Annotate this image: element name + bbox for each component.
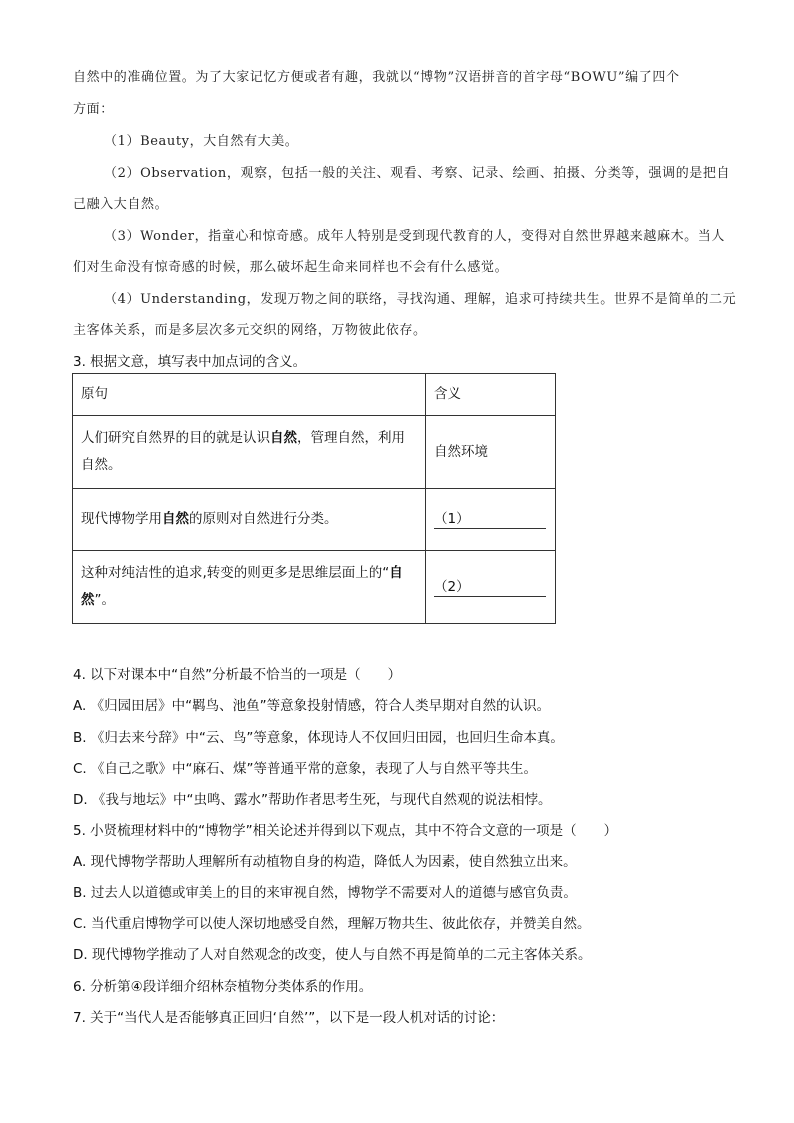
dotted-word: 然 (81, 592, 95, 608)
passage-item-wonder-line1: （3）Wonder，指童心和惊奇感。成年人特别是受到现代教育的人，变得对自然世界越来越麻木。当人 (104, 229, 725, 244)
passage-item-wonder-line2: 们对生命没有惊奇感的时候，那么破坏起生命来同样也不会有什么感觉。 (73, 260, 509, 275)
passage-item-beauty: （1）Beauty，大自然有大美。 (104, 134, 299, 149)
table-cell-original: 现代博物学用自然的原则对自然进行分类。 (73, 489, 426, 551)
question-6-prompt: 6. 分析第④段详细介绍林奈植物分类体系的作用。 (73, 979, 373, 995)
question-4-prompt: 4. 以下对课本中“自然”分析最不恰当的一项是（ ） (73, 667, 402, 683)
passage-intro-line2: 方面： (73, 102, 114, 117)
table-cell-meaning (426, 489, 556, 551)
question-5-option-b[interactable]: B. 过去人以道德或审美上的目的来审视自然，博物学不需要对人的道德与感官负责。 (73, 885, 577, 901)
table-header-meaning: 含义 (426, 374, 556, 416)
dotted-word: 自 (389, 565, 403, 581)
table-header-original: 原句 (73, 374, 426, 416)
question-7-prompt: 7. 关于“当代人是否能够真正回归‘自然’”，以下是一段人机对话的讨论： (73, 1010, 505, 1026)
question-4-option-b[interactable]: B. 《归去来兮辞》中“云、鸟”等意象，体现诗人不仅回归田园，也回归生命本真。 (73, 730, 564, 746)
table-row (73, 416, 556, 489)
table-cell-original: 人们研究自然界的目的就是认识自然，管理自然，利用 自然。 (73, 416, 426, 489)
answer-blank-1[interactable]: （1） (434, 510, 546, 529)
question-5-option-c[interactable]: C. 当代重启博物学可以使人深切地感受自然，理解万物共生、彼此依存，并赞美自然。 (73, 916, 591, 932)
table-cell-meaning: 自然环境 (426, 416, 556, 489)
question-5-option-a[interactable]: A. 现代博物学帮助人理解所有动植物自身的构造，降低人为因素，使自然独立出来。 (73, 854, 577, 870)
passage-item-understanding-line1: （4）Understanding，发现万物之间的联络，寻找沟通、理解，追求可持续共生。世界不是简单的二元 (104, 292, 737, 307)
table-row (73, 551, 556, 624)
table-row (73, 489, 556, 551)
question-4-option-c[interactable]: C. 《自己之歌》中“麻石、煤”等普通平常的意象，表现了人与自然平等共生。 (73, 761, 537, 777)
passage-intro-line1: 自然中的准确位置。为了大家记忆方便或者有趣，我就以“博物”汉语拼音的首字母“BOWU”编了四个 (73, 70, 680, 85)
table-cell-original: 这种对纯洁性的追求,转变的则更多是思维层面上的“自 然”。 (73, 551, 426, 624)
passage-item-observation-line1: （2）Observation，观察，包括一般的关注、观看、考察、记录、绘画、拍摄、分类等，强调的是把自 (104, 166, 731, 181)
dotted-word: 自然 (270, 430, 297, 446)
table-cell-meaning (426, 551, 556, 624)
passage-item-understanding-line2: 主客体关系，而是多层次多元交织的网络，万物彼此依存。 (73, 323, 427, 338)
question-4-option-a[interactable]: A. 《归园田居》中“羁鸟、池鱼”等意象投射情感，符合人类早期对自然的认识。 (73, 698, 551, 714)
question-4-option-d[interactable]: D. 《我与地坛》中“虫鸣、露水”帮助作者思考生死，与现代自然观的说法相悖。 (73, 792, 552, 808)
passage-item-observation-line2: 己融入大自然。 (73, 197, 169, 212)
question-5-prompt: 5. 小贤梳理材料中的“博物学”相关论述并得到以下观点，其中不符合文意的一项是（ ） (73, 823, 618, 839)
table-header-row (73, 374, 556, 416)
dotted-word: 自然 (162, 511, 189, 527)
question-5-option-d[interactable]: D. 现代博物学推动了人对自然观念的改变，使人与自然不再是简单的二元主客体关系。 (73, 947, 592, 963)
meaning-table (72, 373, 556, 624)
question-3-prompt: 3. 根据文意，填写表中加点词的含义。 (73, 354, 307, 370)
answer-blank-2[interactable]: （2） (434, 578, 546, 597)
